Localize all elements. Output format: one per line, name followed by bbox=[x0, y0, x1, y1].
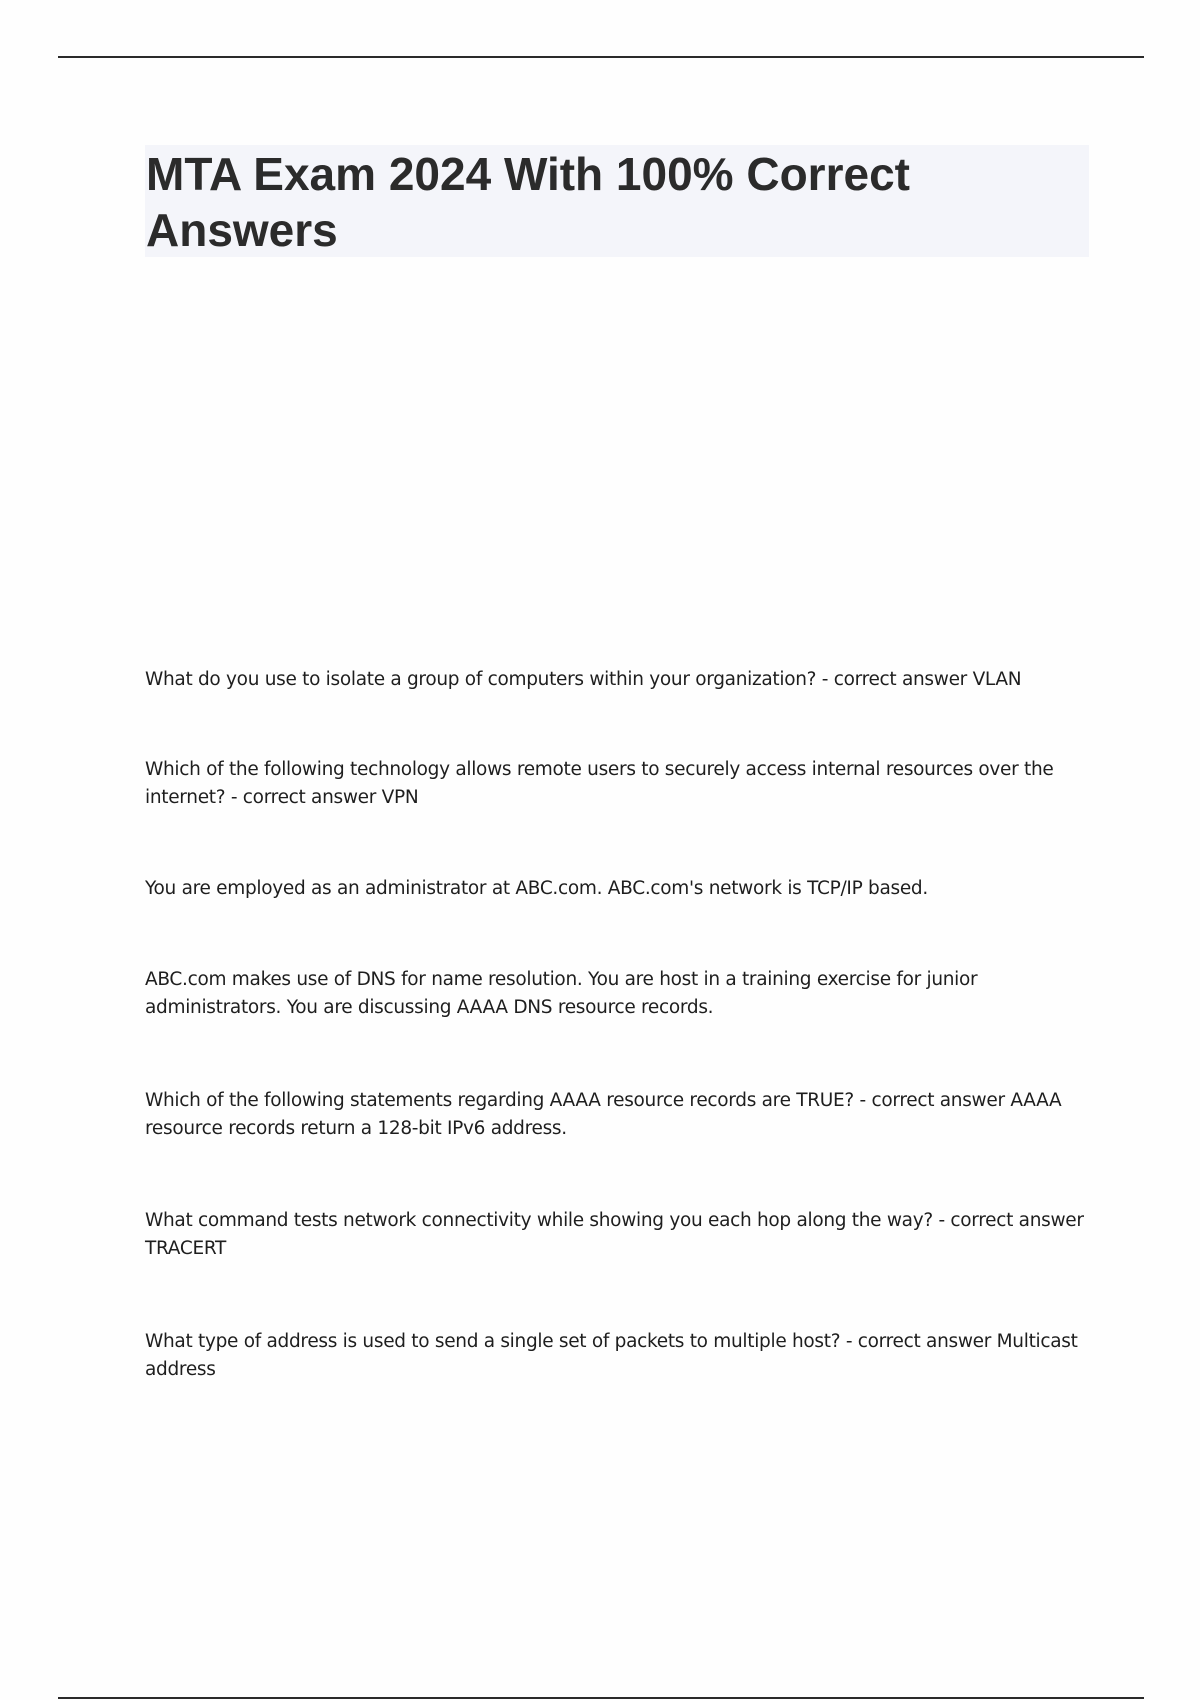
qa-item-5: Which of the following statements regarding AAAA resource records are TRUE? - correct answer AAAA resource records return a 128-bit IPv6 address. bbox=[145, 1090, 1062, 1139]
qa-item-6: What command tests network connectivity while showing you each hop along the way? - correct answer TRACERT bbox=[145, 1210, 1084, 1259]
header-rule bbox=[58, 56, 1144, 58]
qa-item-1: What do you use to isolate a group of computers within your organization? - correct answer VLAN bbox=[145, 669, 1022, 690]
qa-item-2: Which of the following technology allows remote users to securely access internal resources over the internet? - correct answer VPN bbox=[145, 759, 1054, 808]
footer-rule bbox=[58, 1697, 1144, 1699]
qa-item-3: You are employed as an administrator at ABC.com. ABC.com's network is TCP/IP based. bbox=[145, 878, 928, 899]
qa-item-4: ABC.com makes use of DNS for name resolution. You are host in a training exercise for junior administrators. You are discussing AAAA DNS resource records. bbox=[145, 969, 978, 1018]
document-title: MTA Exam 2024 With 100% Correct Answers bbox=[146, 148, 910, 256]
qa-item-7: What type of address is used to send a single set of packets to multiple host? - correct answer Multicast address bbox=[145, 1331, 1078, 1380]
